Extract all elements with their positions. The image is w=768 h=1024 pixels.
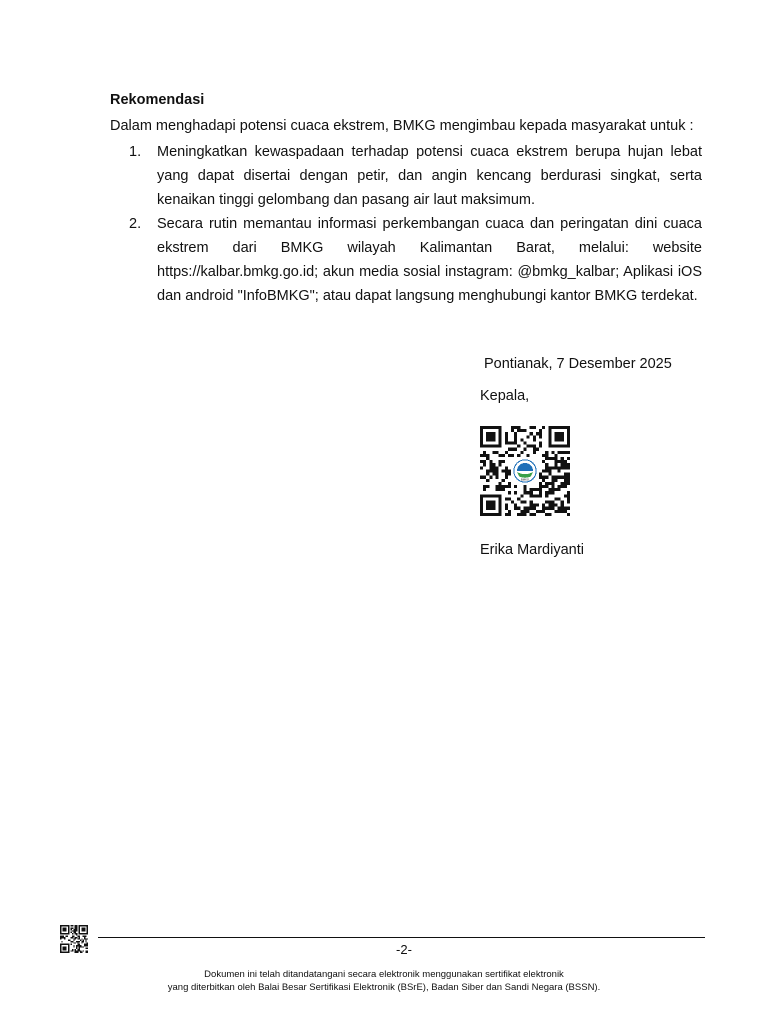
list-item-number: 2. <box>129 216 142 232</box>
section-heading: Rekomendasi <box>110 92 205 108</box>
list-item <box>110 140 702 212</box>
list-item <box>110 212 702 308</box>
footer-note-line: Dokumen ini telah ditandatangani secara elektronik menggunakan sertifikat elektronik <box>204 969 564 980</box>
list-item-text: Secara rutin memantau informasi perkembangan cuaca dan peringatan dini cuaca ekstrem dari BMKG wilayah Kalimantan Barat, melalui: website https://kalbar.bmkg.go.id; akun media sosial instagram: @bmkg_kalbar; Aplikasi iOS dan android "InfoBMKG"; atau dapat langsung menghubungi kantor BMKG terdekat. <box>157 216 702 304</box>
intro-text: Dalam menghadapi potensi cuaca ekstrem, BMKG mengimbau kepada masyarakat untuk : <box>110 118 694 134</box>
list-item-number: 1. <box>129 144 142 160</box>
signature-block <box>480 352 720 562</box>
bmkg-logo-text <box>521 478 529 482</box>
signatory-role: Kepala, <box>480 388 530 404</box>
recommendation-list <box>110 140 702 308</box>
place-date: Pontianak, 7 Desember 2025 <box>484 356 672 372</box>
signatory-name: Erika Mardiyanti <box>480 542 584 558</box>
footer-note <box>0 968 768 994</box>
signature-qr-code <box>480 426 570 516</box>
page-number: -2- <box>396 942 412 957</box>
footer-divider <box>98 937 705 938</box>
list-item-text: Meningkatkan kewaspadaan terhadap potensi cuaca ekstrem berupa hujan lebat yang dapat disertai dengan petir, dan angin kencang berdurasi singkat, serta kenaikan tinggi gelombang dan pasang air laut maksimum. <box>157 144 702 208</box>
footer-note-line: yang diterbitkan oleh Balai Besar Sertifikasi Elektronik (BSrE), Badan Siber dan Sandi Negara (BSSN). <box>167 982 601 993</box>
